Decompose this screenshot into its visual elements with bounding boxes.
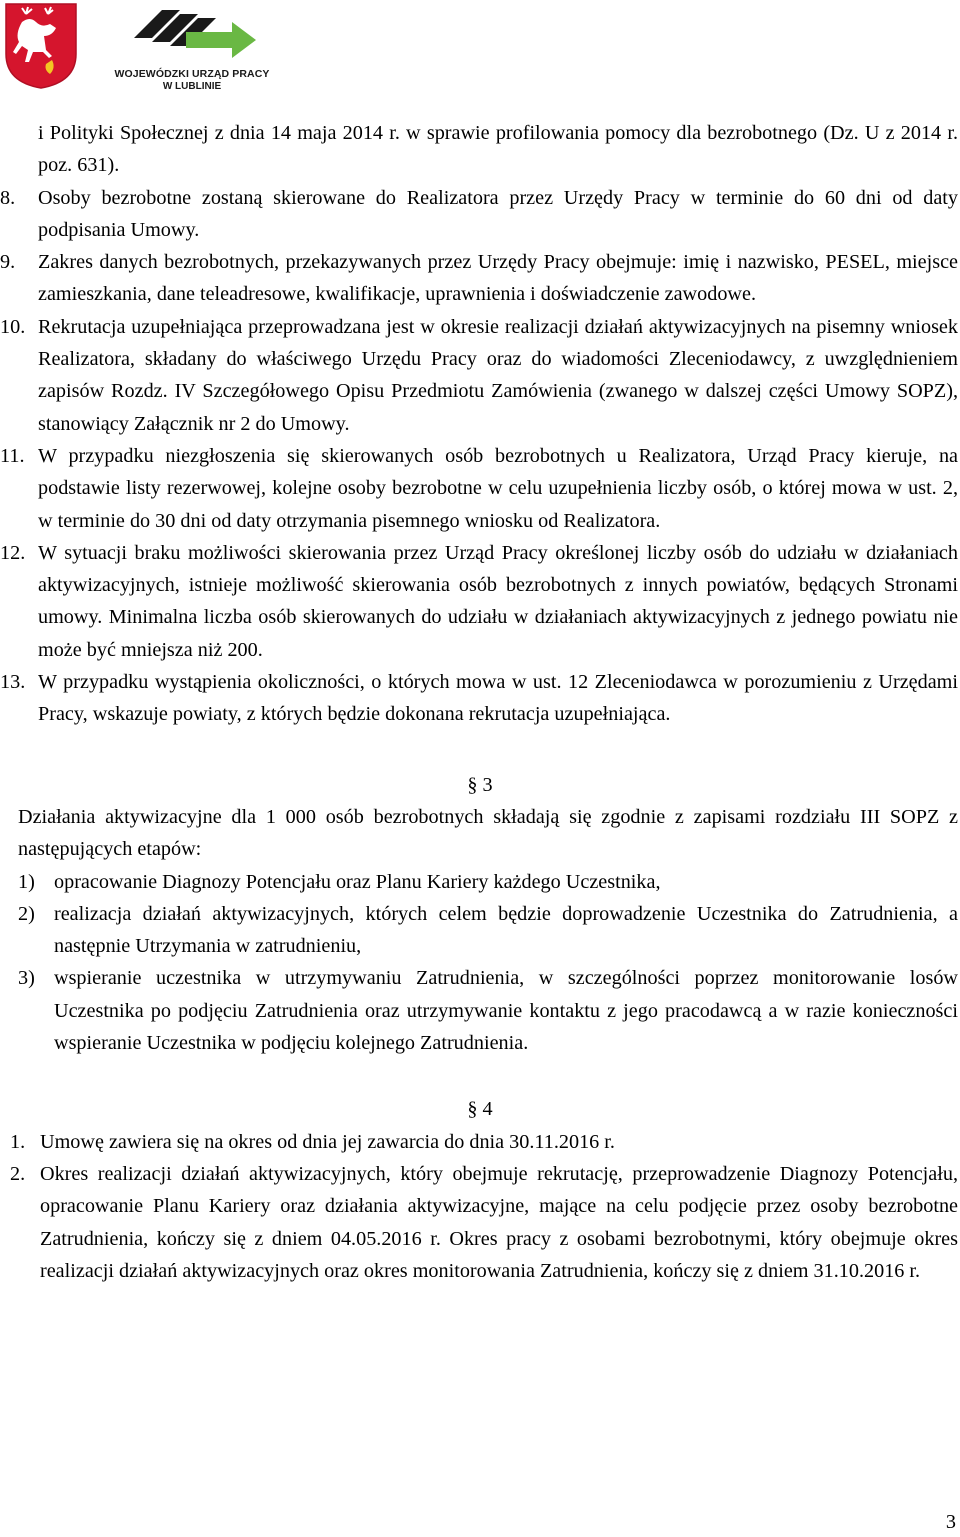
list-item <box>0 182 958 247</box>
wup-arrows-icon <box>128 2 258 64</box>
item-text: Rekrutacja uzupełniająca przeprowadzana jest w okresie realizacji działań aktywizacyjnych na pisemny wniosek Realizatora, składany do właściwego Urzędu Pracy oraz do wiadomości Zleceniodawcy, z uwzględnieniem zapisów Rozdz. IV Szczegółowego Opisu Przedmiotu Zamówienia (zwanego w dalszej części Umowy SOPZ), stanowiący Załącznik nr 2 do Umowy. <box>38 315 958 435</box>
page-number: 3 <box>945 1511 956 1533</box>
item-number: 2) <box>18 902 35 925</box>
item-number: 3) <box>18 967 35 990</box>
document-body <box>0 117 960 1287</box>
intro-paragraph: i Polityki Społecznej z dnia 14 maja 2014 r. w sprawie profilowania pomocy dla bezrobotnego (Dz. U z 2014 r. poz. 631). <box>38 122 958 177</box>
list-item <box>0 537 958 666</box>
item-number: 13. <box>0 671 26 694</box>
section-heading: § 3 <box>467 773 493 796</box>
item-text: Osoby bezrobotne zostaną skierowane do Realizatora przez Urzędy Pracy w terminie do 60 dni od daty podpisania Umowy. <box>38 186 958 241</box>
item-number: 1. <box>10 1130 26 1153</box>
item-text: realizacja działań aktywizacyjnych, których celem będzie doprowadzenie Uczestnika do Zatrudnienia, a następnie Utrzymania w zatrudnieniu, <box>54 902 958 958</box>
item-text: W przypadku niezgłoszenia się skierowanych osób bezrobotnych u Realizatora, Urząd Pracy kieruje, na podstawie listy rezerwowej, kolejne osoby bezrobotne w celu uzupełnienia liczby osób, o której mowa w ust. 2, w terminie do 30 dni od daty otrzymania pisemnego wniosku od Realizatora. <box>38 444 958 532</box>
section-intro: Działania aktywizacyjne dla 1 000 osób bezrobotnych składają się zgodnie z zapisami rozdziału III SOPZ z następujących etapów: <box>18 805 958 861</box>
item-number: 10. <box>0 315 26 338</box>
item-text: W przypadku wystąpienia okoliczności, o których mowa w ust. 12 Zleceniodawca w porozumieniu z Urzędami Pracy, wskazuje powiaty, z których będzie dokonana rekrutacja uzupełniająca. <box>38 671 958 726</box>
section-list-ustep <box>0 117 958 731</box>
list-item <box>0 666 958 731</box>
item-text: opracowanie Diagnozy Potencjału oraz Planu Kariery każdego Uczestnika, <box>54 870 661 893</box>
item-number: 12. <box>0 541 26 564</box>
list-item <box>0 440 958 537</box>
item-number: 8. <box>0 186 16 209</box>
list-item <box>18 866 958 898</box>
wup-logo <box>112 2 272 96</box>
term-list <box>10 1126 958 1287</box>
list-item <box>0 246 958 311</box>
list-item <box>10 1126 958 1158</box>
item-number: 1) <box>18 870 35 893</box>
item-text: Zakres danych bezrobotnych, przekazywanych przez Urzędy Pracy obejmuje: imię i nazwisko, PESEL, miejsce zamieszkania, dane teleadresowe, kwalifikacje, uprawnienia i doświadczenie zawodowe. <box>38 251 958 306</box>
item-text: Okres realizacji działań aktywizacyjnych, który obejmuje rekrutację, przeprowadzenie Diagnozy Potencjału, opracowanie Planu Kariery oraz działania aktywizacyjne, mające na celu podjęcie przez osoby bezrobotne Zatrudnienia, kończy się z dniem 04.05.2016 r. Okres pracy z osobami bezrobotnymi, który obejmuje okres realizacji działań aktywizacyjnych oraz okres monitorowania Zatrudnienia, kończy się z dniem 31.10.2016 r. <box>40 1162 958 1282</box>
item-number: 11. <box>0 444 25 467</box>
item-number: 9. <box>0 251 16 274</box>
wup-logo-line2: W LUBLINIE <box>162 81 222 92</box>
item-text: wspieranie uczestnika w utrzymywaniu Zatrudnienia, w szczególności poprzez monitorowanie losów Uczestnika po podjęciu Zatrudnienia oraz utrzymywanie kontaktu z jego pracodawcą a w razie konieczności wspieranie Uczestnika w podjęciu kolejnego Zatrudnienia. <box>54 967 958 1055</box>
section-heading: § 4 <box>467 1098 493 1121</box>
page-header <box>0 0 960 100</box>
list-item <box>18 898 958 963</box>
list-item <box>18 962 958 1059</box>
item-text: Umowę zawiera się na okres od dnia jej zawarcia do dnia 30.11.2016 r. <box>40 1130 615 1153</box>
wup-logo-line1: WOJEWÓDZKI URZĄD PRACY <box>114 68 270 80</box>
list-item <box>10 1158 958 1287</box>
item-text: W sytuacji braku możliwości skierowania przez Urząd Pracy określonej liczby osób do udziału w działaniach aktywizacyjnych, istnieje możliwość skierowania osób bezrobotnych z innych powiatów, będących Stronami umowy. Minimalna liczba osób skierowanych do udziału w działaniach aktywizacyjnych z jednego powiatu nie może być mniejsza niż 200. <box>38 541 958 661</box>
stage-list <box>18 866 958 1060</box>
list-item <box>0 311 958 440</box>
lublin-coat-of-arms-icon <box>4 2 78 90</box>
item-number: 2. <box>10 1162 26 1185</box>
